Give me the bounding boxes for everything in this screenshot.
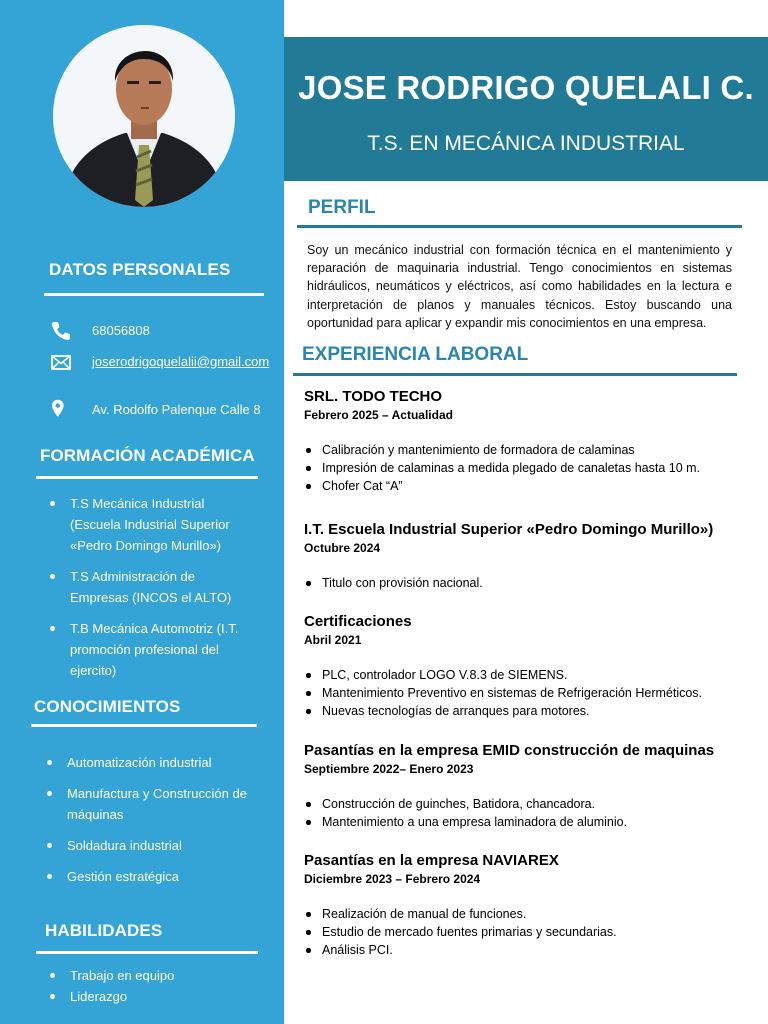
list-item: Trabajo en equipo xyxy=(48,965,258,986)
experience-date: Septiembre 2022– Enero 2023 xyxy=(304,762,474,776)
candidate-title: T.S. EN MECÁNICA INDUSTRIAL xyxy=(367,132,685,155)
experiencia-divider xyxy=(293,373,737,376)
experience-title: I.T. Escuela Industrial Superior «Pedro Domingo Murillo») xyxy=(304,521,714,538)
experience-date: Abril 2021 xyxy=(304,633,362,647)
conocimientos-heading: CONOCIMIENTOS xyxy=(34,697,181,716)
experience-date: Octubre 2024 xyxy=(304,541,381,555)
experience-title: Certificaciones xyxy=(304,613,412,630)
list-item: Chofer Cat “A” xyxy=(304,477,744,495)
list-item: T.B Mecánica Automotriz (I.T. promoción profesional del ejercito) xyxy=(48,618,248,681)
experience-item xyxy=(304,520,744,592)
email-link[interactable]: joserodrigoquelalii@gmail.com xyxy=(92,354,270,369)
experience-bullets xyxy=(304,441,744,495)
profile-photo-illustration xyxy=(53,25,235,207)
formacion-divider xyxy=(36,476,258,479)
datos-divider xyxy=(44,293,264,296)
experience-item xyxy=(304,387,744,495)
habilidades-divider xyxy=(36,951,258,954)
datos-personales-heading: DATOS PERSONALES xyxy=(49,260,231,279)
list-item: Realización de manual de funciones. xyxy=(304,905,744,923)
experience-bullets xyxy=(304,666,744,720)
conocimientos-list xyxy=(45,752,270,897)
phone-icon xyxy=(49,319,73,343)
header-band xyxy=(284,37,768,181)
perfil-divider xyxy=(297,225,742,228)
experiencia-heading: EXPERIENCIA LABORAL xyxy=(302,344,529,365)
list-item: Calibración y mantenimiento de formadora de calaminas xyxy=(304,441,744,459)
formacion-heading: FORMACIÓN ACADÉMICA xyxy=(40,446,255,465)
list-item: Soldadura industrial xyxy=(45,835,270,856)
experience-title: Pasantías en la empresa NAVIAREX xyxy=(304,852,559,869)
list-item: Análisis PCI. xyxy=(304,941,744,959)
experience-item xyxy=(304,741,744,831)
perfil-heading: PERFIL xyxy=(308,197,376,218)
habilidades-heading: HABILIDADES xyxy=(45,921,163,940)
experience-title: SRL. TODO TECHO xyxy=(304,388,443,405)
address-text: Av. Rodolfo Palenque Calle 8 xyxy=(92,402,261,417)
candidate-name: JOSE RODRIGO QUELALI C. xyxy=(298,69,754,106)
list-item: Impresión de calaminas a medida plegado de canaletas hasta 10 m. xyxy=(304,459,744,477)
list-item: Mantenimiento Preventivo en sistemas de Refrigeración Herméticos. xyxy=(304,684,744,702)
envelope-icon xyxy=(49,350,73,374)
list-item: Estudio de mercado fuentes primarias y secundarias. xyxy=(304,923,744,941)
list-item: Nuevas tecnologías de arranques para motores. xyxy=(304,702,744,720)
list-item: Liderazgo xyxy=(48,986,258,1007)
perfil-text: Soy un mecánico industrial con formación técnica en el mantenimiento y reparación de maquinaria industrial. Tengo conocimientos en sistemas hidráulicos, neumáticos y eléctricos, así como habilidades en la lectura e interpretación de planos y manuales técnicos. Estoy buscando una oportunidad para aplicar y expandir mis conocimientos en una empresa. xyxy=(307,243,732,330)
experience-bullets xyxy=(304,795,744,831)
experience-item xyxy=(304,612,744,720)
habilidades-list xyxy=(48,965,258,1007)
experience-title: Pasantías en la empresa EMID construcción de maquinas xyxy=(304,742,715,759)
list-item: Mantenimiento a una empresa laminadora de aluminio. xyxy=(304,813,744,831)
experience-date: Febrero 2025 – Actualidad xyxy=(304,408,453,422)
list-item: PLC, controlador LOGO V.8.3 de SIEMENS. xyxy=(304,666,744,684)
list-item: T.S Administración de Empresas (INCOS el ALTO) xyxy=(48,566,248,608)
experience-bullets xyxy=(304,574,744,592)
list-item: Manufactura y Construcción de máquinas xyxy=(45,783,270,825)
formacion-list xyxy=(48,493,248,691)
list-item: Construcción de guinches, Batidora, chancadora. xyxy=(304,795,744,813)
experience-bullets xyxy=(304,905,744,959)
list-item: Titulo con provisión nacional. xyxy=(304,574,744,592)
sidebar xyxy=(0,0,284,1024)
phone-number[interactable]: 68056808 xyxy=(92,323,150,338)
conocimientos-divider xyxy=(31,724,257,727)
list-item: Automatización industrial xyxy=(45,752,270,773)
location-pin-icon xyxy=(49,398,73,422)
list-item: T.S Mecánica Industrial (Escuela Industrial Superior «Pedro Domingo Murillo») xyxy=(48,493,248,556)
list-item: Gestión estratégica xyxy=(45,866,270,887)
experience-item xyxy=(304,851,744,959)
experience-date: Diciembre 2023 – Febrero 2024 xyxy=(304,872,481,886)
profile-photo xyxy=(53,25,235,207)
